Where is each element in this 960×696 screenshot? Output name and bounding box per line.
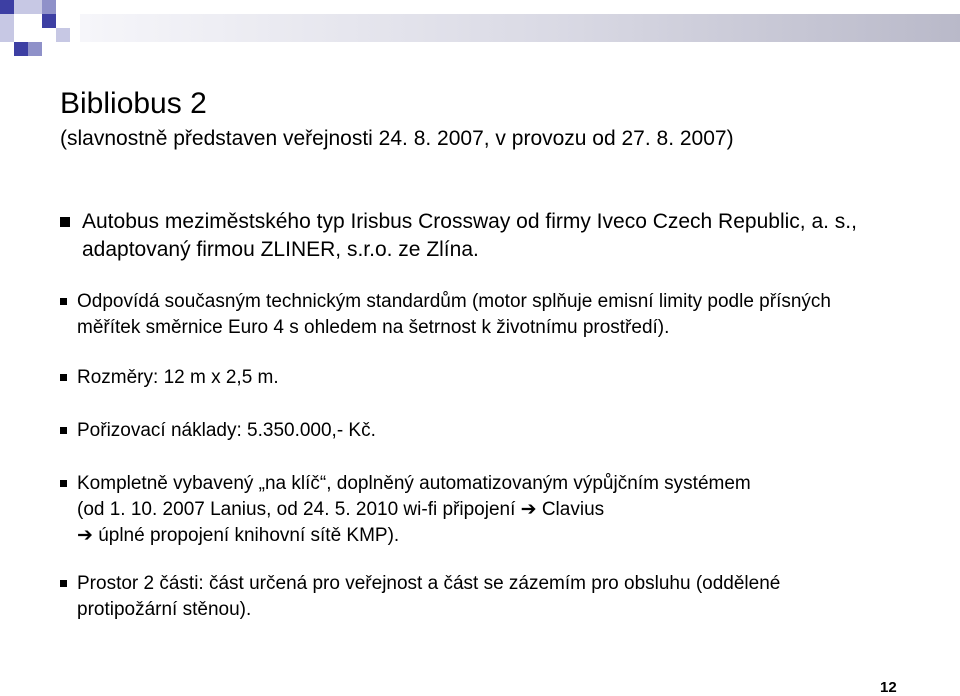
bullet-line: Odpovídá současným technickým standardům (motor splňuje emisní limity podle přísných: [77, 291, 831, 312]
list-item: [60, 418, 940, 444]
slide-title: Bibliobus 2: [60, 87, 207, 120]
deco-square: [42, 0, 56, 14]
bullet-line: Prostor 2 části: část určená pro veřejnost a část se zázemím pro obsluhu (oddělené: [77, 573, 781, 594]
main-bullet: [60, 208, 940, 264]
deco-square: [14, 42, 28, 56]
bullet-line: Kompletně vybavený „na klíč“, doplněný automatizovaným výpůjčním systémem: [77, 473, 751, 494]
deco-square: [0, 14, 14, 42]
deco-square: [14, 14, 42, 42]
bullet-square-icon: [60, 427, 67, 434]
list-item: [60, 289, 940, 341]
bullet-line: měřítek směrnice Euro 4 s ohledem na šetrnost k životnímu prostředí).: [77, 317, 670, 338]
page-number: 12: [880, 679, 897, 696]
header-gradient-bar: [80, 14, 960, 42]
deco-square: [0, 0, 14, 14]
deco-square: [28, 42, 42, 56]
slide-subtitle: (slavnostně představen veřejnosti 24. 8. 2007, v provozu od 27. 8. 2007): [60, 127, 734, 150]
deco-square: [56, 28, 70, 42]
bullet-line: adaptovaný firmou ZLINER, s.r.o. ze Zlína.: [82, 238, 479, 261]
bullet-line: [77, 497, 940, 523]
bullet-square-icon: [60, 580, 67, 587]
sub-bullet-list: [60, 289, 940, 623]
bullet-line: [77, 523, 940, 549]
bullet-line: Autobus meziměstského typ Irisbus Crossway od firmy Iveco Czech Republic, a. s.,: [82, 210, 857, 233]
list-item: [60, 365, 940, 391]
deco-square: [42, 14, 56, 28]
bullet-square-icon: [60, 217, 70, 227]
bullet-square-icon: [60, 374, 67, 381]
bullet-square-icon: [60, 298, 67, 305]
bullet-line: Rozměry: 12 m x 2,5 m.: [77, 367, 279, 388]
bullet-line-text: úplné propojení knihovní sítě KMP).: [92, 525, 400, 546]
deco-square: [14, 0, 42, 14]
bullet-square-icon: [60, 480, 67, 487]
list-item: [60, 471, 940, 549]
bullet-line: Pořizovací náklady: 5.350.000,- Kč.: [77, 420, 376, 441]
list-item: [60, 571, 940, 623]
arrow-icon: ➔: [77, 525, 93, 546]
bullet-line: protipožární stěnou).: [77, 599, 252, 620]
bullet-line-text: (od 1. 10. 2007 Lanius, od 24. 5. 2010 wi-fi připojení ➔ Clavius: [77, 499, 605, 520]
